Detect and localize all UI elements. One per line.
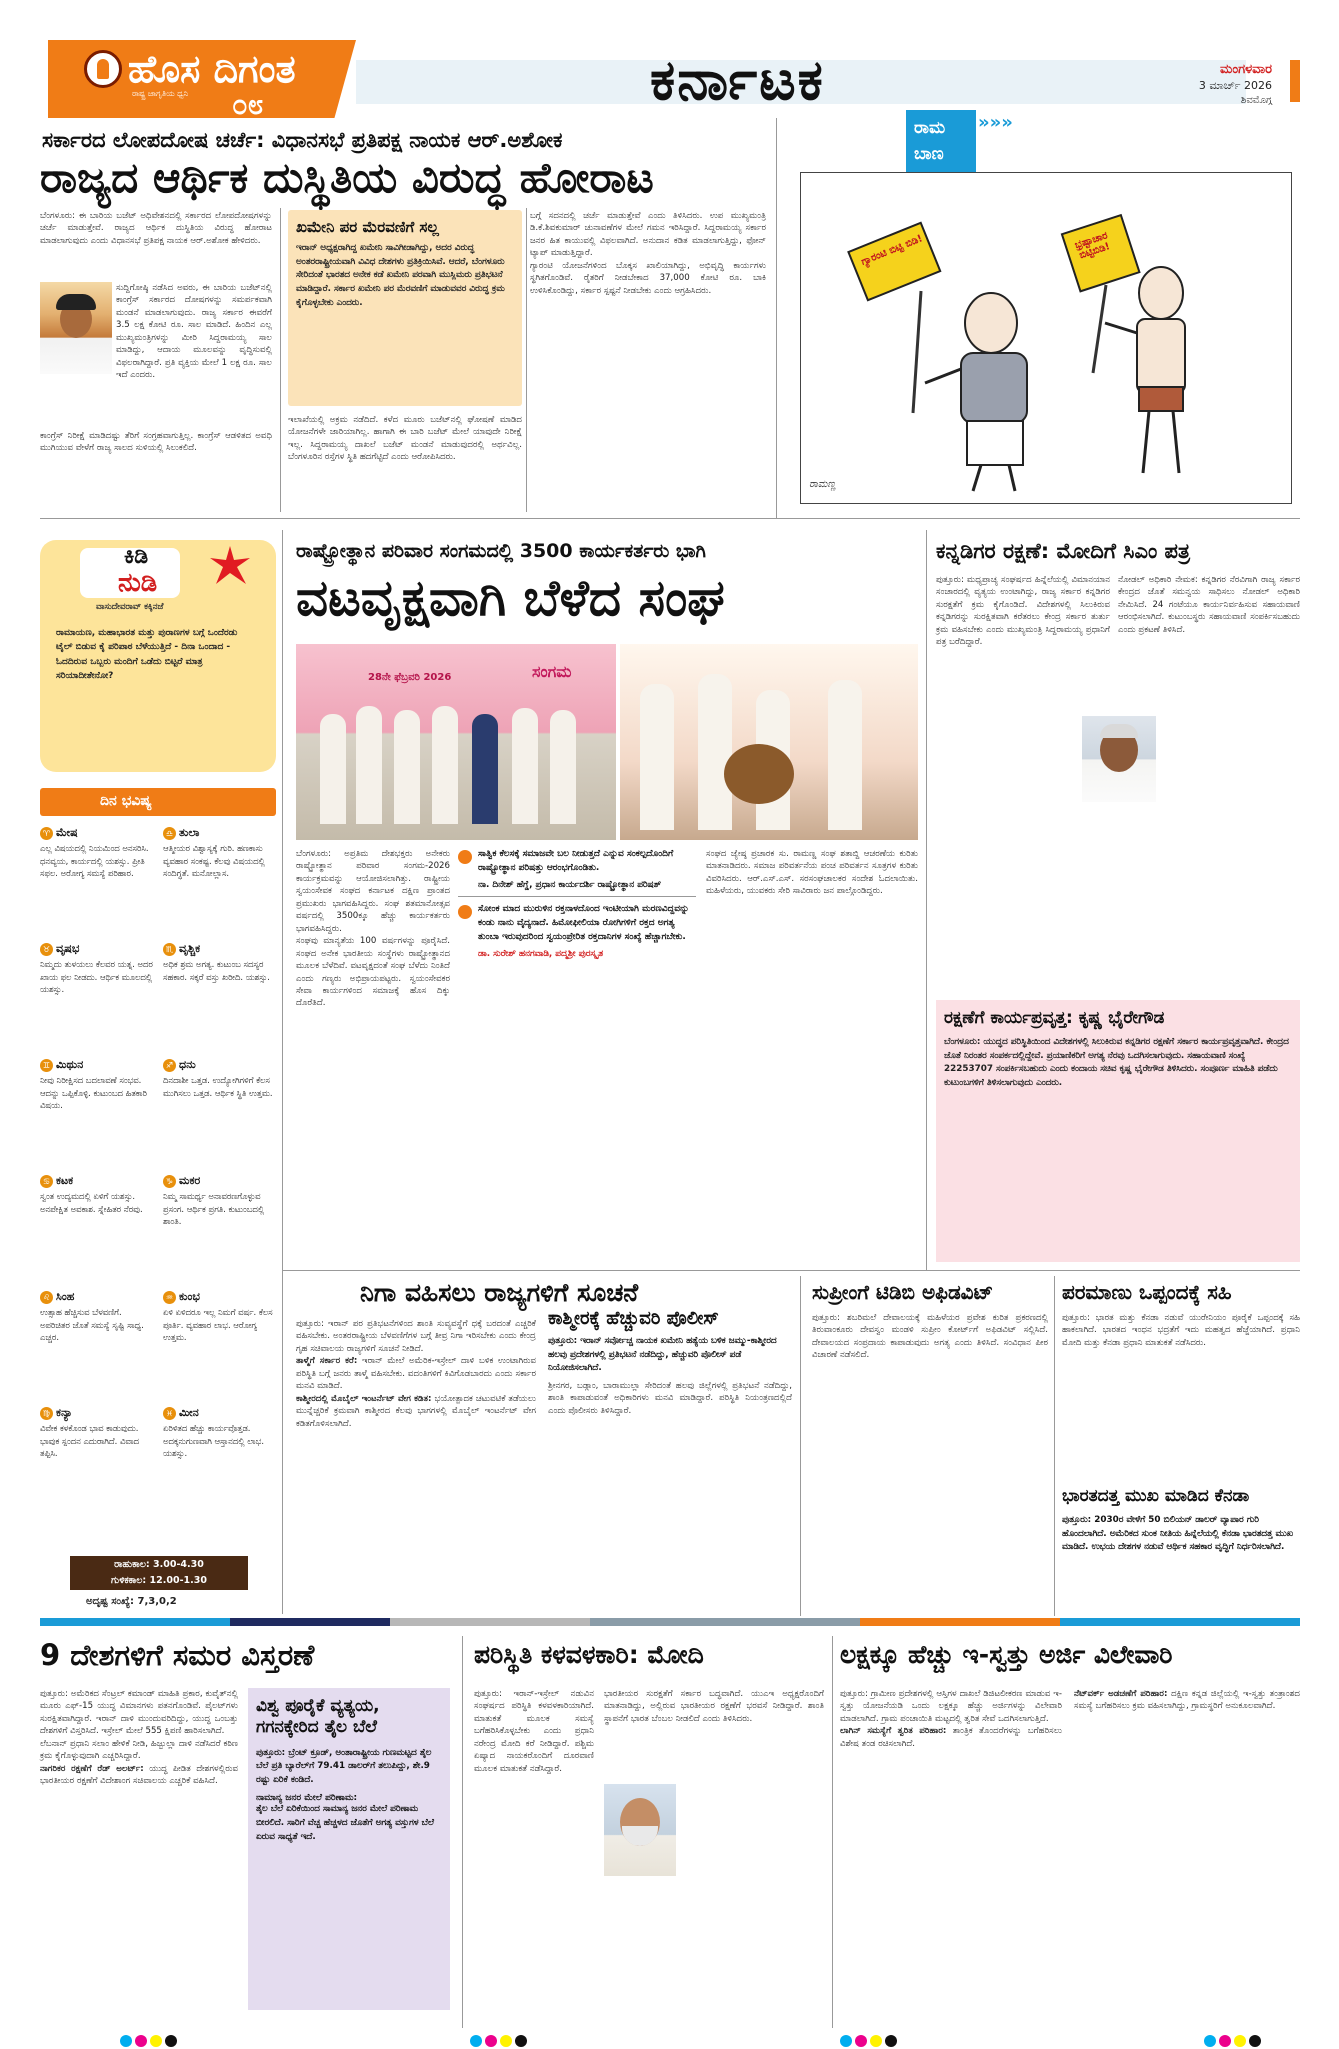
- lead-col3: [288, 414, 522, 464]
- kidi-title-b: ನುಡಿ: [118, 568, 158, 598]
- rss-col4: [706, 848, 918, 898]
- horoscope-title: ದಿನ ಭವಿಷ್ಯ: [100, 793, 152, 809]
- rahukala-text: ರಾಹುಕಾಲ: 3.00-4.30: [114, 1559, 204, 1570]
- rss-col1-b: ಸಂಘವು ಮಾನ್ಯತೆಯ 100 ವರ್ಷಗಳನ್ನು ಪೂರೈಸಿದೆ. ಸಂಘದ ಅನೇಕ ಭಾರತೀಯ ಸಂಸ್ಥೆಗಳು ರಾಷ್ಟ್ರೋತ್ಥಾನದ ಮೂಲಕ ಬೆಳೆದಿವೆ. ವಟವೃಕ್ಷದಂತೆ ಸಂಘ ಬೆಳೆದು ನಿಂತಿದೆ ಎಂದು ಗಣ್ಯರು ಅಭಿಪ್ರಾಯಪಟ್ಟರು. ಸ್ವಯಂಸೇವಕರ ಸೇವಾ ಕಾರ್ಯಗಳಿಂದ ಸಮಾಜಕ್ಕೆ ಹೊಸ ದಿಕ್ಕು ದೊರೆತಿದೆ.: [296, 936, 450, 1009]
- section-title: ಕರ್ನಾಟಕ: [650, 48, 825, 113]
- horoscope-sign: [40, 1058, 153, 1170]
- kidi-author: ವಾಸುದೇವರಾವ್ ಕಕ್ಕಿನಜೆ: [96, 602, 164, 612]
- horoscope-sign: [40, 826, 153, 938]
- estamp-text-a: ಪುತ್ತೂರು: ಗ್ರಾಮೀಣ ಪ್ರದೇಶಗಳಲ್ಲಿ ಆಸ್ತಿಗಳ ದಾಖಲೆ ಡಿಜಿಟಲೀಕರಣ ಮಾಡುವ ಇ-ಸ್ವತ್ತು ಯೋಜನೆಯಡಿ ಒಂದು ಲಕ್ಷಕ್ಕೂ ಹೆಚ್ಚು ಅರ್ಜಿಗಳನ್ನು ವಿಲೇವಾರಿ ಮಾಡಲಾಗಿದೆ. ಗ್ರಾಮ ಪಂಚಾಯಿತಿ ಮಟ್ಟದಲ್ಲಿ ತ್ವರಿತ ಸೇವೆ ಒದಗಿಸಲಾಗುತ್ತಿದೆ.: [840, 1689, 1062, 1724]
- war-text-a: ಪುತ್ತೂರು: ಅಮೆರಿಕದ ಸೆಂಟ್ರಲ್ ಕಮಾಂಡ್ ಮಾಹಿತಿ ಪ್ರಕಾರ, ಕುವೈತ್‌ನಲ್ಲಿ ಮೂರು ಎಫ್-15 ಯುದ್ಧ ವಿಮಾನಗಳು ಪತನಗೊಂಡಿವೆ. ಪೈಲಟ್‌ಗಳು ಸುರಕ್ಷಿತವಾಗಿದ್ದಾರೆ. ಇರಾನ್ ದಾಳಿ ಮುಂದುವರಿದಿದ್ದು, ಯುದ್ಧ ಒಂಬತ್ತು ದೇಶಗಳಿಗೆ ವಿಸ್ತರಿಸಿದೆ. ಇಸ್ರೇಲ್ ಮೇಲೆ 555 ಕ್ಷಿಪಣಿ ಹಾರಿಸಲಾಗಿದೆ.: [40, 1689, 238, 1737]
- oil-box: [248, 1688, 450, 2010]
- rss-col1: [296, 848, 450, 1010]
- spark-icon: [210, 546, 250, 586]
- horoscope-sign-text: ವಿವೇಕ ಕಳಕೊಂಡ ಭಾವ ಕಾಡುವುದು. ಭಾವುಕ ಸ್ಪಂದನ ಎದುರಾಗಿದೆ. ವಿವಾದ ತಪ್ಪಿಸಿ.: [40, 1423, 140, 1459]
- horoscope-title-bar: [40, 788, 276, 816]
- horoscope-sign-text: ಸ್ವಂತ ಉದ್ಯಮದಲ್ಲಿ ಏಳಿಗೆ ಯಶಸ್ಸು. ಅನಪೇಕ್ಷಿತ ಅವಕಾಶ. ಸ್ನೇಹಿತರ ನೆರವು.: [40, 1191, 143, 1214]
- zodiac-icon: ♈: [40, 827, 53, 840]
- estamp-col1: [840, 1688, 1062, 1750]
- horoscope-sign: [163, 942, 276, 1054]
- horoscope-sign: [163, 1290, 276, 1402]
- kidi-nudi-box: [40, 540, 276, 772]
- supreme-text: ಪುತ್ತೂರು: ಶಬರಿಮಲೆ ದೇವಾಲಯಕ್ಕೆ ಮಹಿಳೆಯರ ಪ್ರವೇಶ ಕುರಿತ ಪ್ರಕರಣದಲ್ಲಿ ತಿರುವಾಂಕೂರು ದೇವಸ್ವಂ ಮಂಡಳಿ ಸುಪ್ರೀಂ ಕೋರ್ಟ್‌ಗೆ ಅಫಿಡವಿಟ್ ಸಲ್ಲಿಸಿದೆ. ದೇವಾಲಯದ ಸಂಪ್ರದಾಯ ಕಾಪಾಡುವುದು ಅಗತ್ಯ ಎಂದು ತಿಳಿಸಿದೆ. ಸಂವಿಧಾನ ಪೀಠ ವಿಚಾರಣೆ ನಡೆಸಲಿದೆ.: [812, 1313, 1048, 1361]
- cartoonist-signature: ರಾಮಣ್ಣ: [809, 479, 836, 490]
- rss-quotes: [458, 848, 696, 959]
- cartoon-sign2-text: ಭ್ರಷ್ಟಾಚಾರ ಬಿಟ್ಟಿಬಿಡಿ!: [1073, 230, 1112, 262]
- niga-headline: ನಿಗಾ ವಹಿಸಲು ರಾಜ್ಯಗಳಿಗೆ ಸೂಚನೆ: [360, 1278, 639, 1307]
- zodiac-icon: ♏: [163, 943, 176, 956]
- horoscope-sign-text: ನಿಮ್ಮದು ತುಳಯಲು ಕೆಲವರ ಯತ್ನ. ಅದರ ಖಾಯ ಫಲ ನೀಡದು. ಆರ್ಥಿಕ ಮೂಲದಲ್ಲಿ ಯಶಸ್ಸು.: [40, 959, 153, 995]
- lead-col1-bottom: [40, 430, 272, 455]
- rss-kicker: ರಾಷ್ಟ್ರೋತ್ಥಾನ ಪರಿವಾರ ಸಂಗಮದಲ್ಲಿ 3500 ಕಾರ್ಯಕರ್ತರು ಭಾಗಿ: [296, 540, 706, 562]
- lead-kicker: ಸರ್ಕಾರದ ಲೋಪದೋಷ ಚರ್ಚೆ: ವಿಧಾನಸಭೆ ಪ್ರತಿಪಕ್ಷ ನಾಯಕ ಆರ್.ಅಶೋಕ: [42, 128, 563, 152]
- zodiac-icon: ♋: [40, 1175, 53, 1188]
- gulika-text: ಗುಳಿಕಕಾಲ: 12.00-1.30: [111, 1575, 207, 1586]
- niga-text-b: ಇರಾನ್ ಮೇಲೆ ಅಮೆರಿಕ-ಇಸ್ರೇಲ್ ದಾಳಿ ಬಳಿಕ ಉಂಟಾಗಿರುವ ಪರಿಸ್ಥಿತಿ ಬಗ್ಗೆ ಜನರು ತಾಳ್ಮೆ ವಹಿಸಬೇಕು. ವದಂತಿಗಳಿಗೆ ಕಿವಿಗೊಡಬಾರದು ಎಂದು ಸರ್ಕಾರ ಮನವಿ ಮಾಡಿದೆ.: [296, 1356, 536, 1392]
- horoscope-sign-name: ಮೀನ: [179, 1406, 199, 1419]
- cm-col2-top: [1118, 574, 1300, 636]
- modi-text-b: ಭಾರತೀಯರ ಸುರಕ್ಷತೆಗೆ ಸರ್ಕಾರ ಬದ್ಧವಾಗಿದೆ. ಯುಎಇ ಅಧ್ಯಕ್ಷರೊಂದಿಗೆ ಮಾತನಾಡಿದ್ದು, ಅಲ್ಲಿರುವ ಭಾರತೀಯರ ರಕ್ಷಣೆಗೆ ಭರವಸೆ ನೀಡಿದ್ದಾರೆ. ಶಾಂತಿ ಸ್ಥಾಪನೆಗೆ ಭಾರತ ಬೆಂಬಲ ನೀಡಲಿದೆ ಎಂದು ತಿಳಿಸಿದರು.: [604, 1689, 824, 1724]
- cartoon-sign1-text: ಗ್ಯಾರಂಟಿ ಬಿಟ್ಟಿ ಬಿಡಿ!: [859, 233, 925, 268]
- horoscope-sign-name: ಮೇಷ: [56, 826, 78, 839]
- horoscope-sign: [163, 1058, 276, 1170]
- horoscope-sign-text: ಅಧಿಕ ಶ್ರಮ ಅಗತ್ಯ. ಕುಟುಂಬ ಸದಸ್ಯರ ಸಹಕಾರ. ಸಕ್ಕರೆ ವಸ್ತು ಖರೀದಿ. ಯಶಸ್ಸು.: [163, 959, 270, 982]
- horoscope-sign: [40, 1290, 153, 1402]
- horoscope-grid: [40, 826, 276, 1518]
- estamp-text-c: ದಕ್ಷಿಣ ಕನ್ನಡ ಜಿಲ್ಲೆಯಲ್ಲಿ ಇ-ಸ್ವತ್ತು ತಂತ್ರಾಂಶದ ಸಮಸ್ಯೆ ಬಗೆಹರಿಸಲು ಕ್ರಮ ವಹಿಸಲಾಗಿದ್ದು, ಗ್ರಾಮಸ್ಥರಿಗೆ ಅನುಕೂಲವಾಗಿದೆ.: [1074, 1689, 1300, 1712]
- cm-headline: ಕನ್ನಡಿಗರ ರಕ್ಷಣೆ: ಮೋದಿಗೆ ಸಿಎಂ ಪತ್ರ: [936, 539, 1191, 563]
- niga-col1: [296, 1318, 536, 1430]
- cm-text-a: ಪುತ್ತೂರು: ಮಧ್ಯಪ್ರಾಚ್ಯ ಸಂಘರ್ಷದ ಹಿನ್ನೆಲೆಯಲ್ಲಿ ವಿಮಾನಯಾನ ಸಂಚಾರದಲ್ಲಿ ವ್ಯತ್ಯಯ ಉಂಟಾಗಿದ್ದು, ರಾಜ್ಯ ಸರ್ಕಾರ ಕನ್ನಡಿಗರ ಸುರಕ್ಷತೆಗೆ ಕ್ರಮ ಕೈಗೊಂಡಿದೆ. ವಿದೇಶಗಳಲ್ಲಿ ಸಿಲುಕಿರುವ ಕನ್ನಡಿಗರನ್ನು ಸುರಕ್ಷಿತವಾಗಿ ಕರೆತರಲು ಕೇಂದ್ರ ಸರ್ಕಾರ ತುರ್ತು ಕ್ರಮ ವಹಿಸಬೇಕು ಎಂದು ಮುಖ್ಯಮಂತ್ರಿ ಸಿದ್ದರಾಮಯ್ಯ ಪ್ರಧಾನಿಗೆ ಪತ್ರ ಬರೆದಿದ್ದಾರೆ.: [936, 575, 1110, 648]
- lead-col3-a: ಇಲಾಖೆಯಲ್ಲಿ ಅಕ್ರಮ ನಡೆದಿದೆ. ಕಳೆದ ಮೂರು ಬಜೆಟ್‌ನಲ್ಲಿ ಘೋಷಣೆ ಮಾಡಿದ ಯೋಜನೆಗಳೇ ಜಾರಿಯಾಗಿಲ್ಲ. ಹಾಗಾಗಿ ಈ ಬಾರಿ ಬಜೆಟ್ ಮೇಲೆ ಯಾವುದೇ ನಿರೀಕ್ಷೆ ಇಲ್ಲ. ಸಿದ್ದರಾಮಯ್ಯ ದಾಖಲೆ ಬಜೆಟ್ ಮಂಡನೆ ಮಾಡುವುದರಲ್ಲಿ ಅರ್ಥವಿಲ್ಲ. ಬೆಂಗಳೂರಿನ ರಸ್ತೆಗಳ ಸ್ಥಿತಿ ಹದಗೆಟ್ಟಿದೆ ಎಂದು ಆರೋಪಿಸಿದರು.: [288, 415, 522, 463]
- zodiac-icon: ♎: [163, 827, 176, 840]
- quote2-bullet-icon: [458, 905, 472, 919]
- rss-quote2-by: ಡಾ. ಸುರೇಶ್ ಹನಗವಾಡಿ, ಪದ್ಮಶ್ರೀ ಪುರಸ್ಕೃತ: [478, 948, 604, 959]
- lead-col4-b: ಗ್ಯಾರಂಟಿ ಯೋಜನೆಗಳಿಂದ ಬೊಕ್ಕಸ ಖಾಲಿಯಾಗಿದ್ದು, ಅಭಿವೃದ್ಧಿ ಕಾರ್ಯಗಳು ಸ್ಥಗಿತಗೊಂಡಿವೆ. ರೈತರಿಗೆ ನೀಡಬೇಕಾದ 37,000 ಕೋಟಿ ರೂ. ಬಾಕಿ ಉಳಿಸಿಕೊಂಡಿದ್ದು, ಸರ್ಕಾರ ಸ್ಪಷ್ಟನೆ ನೀಡಬೇಕು ಎಂದು ಆಗ್ರಹಿಸಿದರು.: [530, 260, 766, 296]
- edition-name: ಶಿವಮೊಗ್ಗ: [1240, 95, 1272, 106]
- zodiac-icon: ♓: [163, 1407, 176, 1420]
- rss-banner-word: ಸಂಗಮ: [532, 662, 572, 681]
- estamp-text-b: ತಾಂತ್ರಿಕ ತೊಂದರೆಗಳನ್ನು ಬಗೆಹರಿಸಲು ವಿಶೇಷ ತಂಡ ರಚಿಸಲಾಗಿದೆ.: [840, 1726, 1062, 1749]
- rahukala-box: [70, 1556, 248, 1590]
- registration-marks-right2: [1204, 2032, 1264, 2049]
- date-box: [1148, 62, 1272, 106]
- bottom-color-band: [40, 1618, 1300, 1626]
- byregowda-text: ಬೆಂಗಳೂರು: ಯುದ್ಧದ ಪರಿಸ್ಥಿತಿಯಿಂದ ವಿದೇಶಗಳಲ್ಲಿ ಸಿಲುಕಿರುವ ಕನ್ನಡಿಗರ ರಕ್ಷಣೆಗೆ ಸರ್ಕಾರ ಕಾರ್ಯಪ್ರವೃತ್ತವಾಗಿದೆ. ಕೇಂದ್ರದ ಜೊತೆ ನಿರಂತರ ಸಂಪರ್ಕದಲ್ಲಿದ್ದೇವೆ. ಪ್ರಯಾಣಿಕರಿಗೆ ಅಗತ್ಯ ನೆರವು ಒದಗಿಸಲಾಗುವುದು. ಸಹಾಯವಾಣಿ ಸಂಖ್ಯೆ 22253707 ಸಂಪರ್ಕಿಸಬಹುದು ಎಂದು ಕಂದಾಯ ಸಚಿವ ಕೃಷ್ಣ ಭೈರೇಗೌಡ ತಿಳಿಸಿದರು. ಸಂಪೂರ್ಣ ಮಾಹಿತಿ ಪಡೆದು ಕುಟುಂಬಗಳಿಗೆ ತಿಳಿಸಲಾಗುವುದು ಎಂದರು.: [944, 1037, 1289, 1088]
- cartoon-frame: [800, 172, 1292, 504]
- kidi-text: ರಾಮಾಯಣ, ಮಹಾಭಾರತ ಮತ್ತು ಪುರಾಣಗಳ ಬಗ್ಗೆ ಒಂದೆರಡು ಟೈಲ್ ಬಿಡುವ ಕೈ ಪರಿಪಾಠ ಬೆಳೆಯುತ್ತಿದೆ - ದಿನಾ ಒಂದಾದ - ಓದದಿರುವ ಒಬ್ಬರು ಮಂದಿಗೆ ಒಡೆದು ಬಿಟ್ಟರೆ ಮಾತ್ರ ಸರಿಯಾದೀತೇನೋ?: [56, 628, 238, 682]
- rss-quote1: [458, 848, 696, 890]
- kashmir-headline: ಕಾಶ್ಮೀರಕ್ಕೆ ಹೆಚ್ಚುವರಿ ಪೊಲೀಸ್: [548, 1308, 719, 1329]
- oil-sub: ನಾಮಾನ್ಯ ಜನರ ಮೇಲೆ ಪರಿಣಾಮ:: [256, 1793, 358, 1804]
- horoscope-sign-text: ನೀವು ನಿರೀಕ್ಷಿಸದ ಬದಲಾವಣೆ ಸಂಭವ. ಆದನ್ನು ಒಪ್ಪಿಕೊಳ್ಳಿ. ಕುಟುಂಬದ ಹಿತಕಾರಿ ವಿಷಯ.: [40, 1075, 147, 1111]
- rss-quote2: [458, 903, 696, 959]
- cm-col1: [936, 574, 1110, 649]
- horoscope-sign-name: ತುಲಾ: [179, 826, 200, 839]
- rss-col4-text: ಸಂಘದ ಜ್ಯೇಷ್ಠ ಪ್ರಚಾರಕ ಸು. ರಾಮಣ್ಣ ಸಂಘ ಶತಾಬ್ದಿ ಆಚರಣೆಯ ಕುರಿತು ಮಾತನಾಡಿದರು. ಸಮಾಜ ಪರಿವರ್ತನೆಯ ಪಂಚ ಪರಿವರ್ತನ ಸೂತ್ರಗಳ ಕುರಿತು ವಿವರಿಸಿದರು. ಆರ್.ಎಸ್.ಎಸ್. ಸರಸಂಘಚಾಲಕರ ಸಂದೇಶ ಓದಲಾಯಿತು. ಮಹಿಳೆಯರು, ಯುವಕರು ಸೇರಿ ಸಾವಿರಾರು ಜನ ಪಾಲ್ಗೊಂಡಿದ್ದರು.: [706, 849, 918, 897]
- logo-text: ಹೊಸ ದಿಗಂತ: [128, 46, 296, 91]
- lead-col1: [40, 210, 272, 247]
- canada-text: ಪುತ್ತೂರು: 2030ರ ವೇಳೆಗೆ 50 ಬಿಲಿಯನ್ ಡಾಲರ್ ವ್ಯಾಪಾರ ಗುರಿ ಹೊಂದಲಾಗಿದೆ. ಅಮೆರಿಕದ ಸುಂಕ ನೀತಿಯ ಹಿನ್ನೆಲೆಯಲ್ಲಿ ಕೆನಡಾ ಭಾರತದತ್ತ ಮುಖ ಮಾಡಿದೆ. ಉಭಯ ದೇಶಗಳ ನಡುವೆ ಆರ್ಥಿಕ ಸಹಕಾರ ವೃದ್ಧಿಗೆ ನಿರ್ಧರಿಸಲಾಗಿದೆ.: [1062, 1515, 1294, 1553]
- supreme-headline: ಸುಪ್ರೀಂಗೆ ಟಿಡಿಬಿ ಅಫಿಡವಿಟ್: [812, 1280, 994, 1304]
- horoscope-sign-text: ನಿಮ್ಮ ಸಾಮರ್ಥ್ಯ ಅನಾವರಣಗೊಳ್ಳುವ ಪ್ರಸಂಗ. ಆರ್ಥಿಕ ಪ್ರಗತಿ. ಕುಟುಂಬದಲ್ಲಿ ಶಾಂತಿ.: [163, 1191, 265, 1227]
- lead-col1-c: ಕಾಂಗ್ರೆಸ್ ನಿರೀಕ್ಷೆ ಮಾಡಿದಷ್ಟು ತೆರಿಗೆ ಸಂಗ್ರಹವಾಗುತ್ತಿಲ್ಲ. ಕಾಂಗ್ರೆಸ್ ಆಡಳಿತದ ಅವಧಿ ಮುಗಿಯುವ ವೇಳೆಗೆ ರಾಜ್ಯ ಸಾಲದ ಸುಳಿಯಲ್ಲಿ ಸಿಲುಕಲಿದೆ.: [40, 431, 272, 454]
- modi-photo: [604, 1784, 676, 1876]
- kashmir-text: ಶ್ರೀನಗರ, ಬಡ್ಗಾಂ, ಬಾರಾಮುಲ್ಲಾ ಸೇರಿದಂತೆ ಹಲವು ಜಿಲ್ಲೆಗಳಲ್ಲಿ ಪ್ರತಿಭಟನೆ ನಡೆದಿದ್ದು, ಶಾಂತಿ ಕಾಪಾಡುವಂತೆ ಅಧಿಕಾರಿಗಳು ಮನವಿ ಮಾಡಿದ್ದಾರೆ. ಪರಿಸ್ಥಿತಿ ನಿಯಂತ್ರಣದಲ್ಲಿದೆ ಎಂದು ಪೊಲೀಸರು ತಿಳಿಸಿದ್ದಾರೆ.: [548, 1380, 792, 1416]
- registration-marks-center: [470, 2032, 530, 2049]
- date-day: ಮಂಗಳವಾರ: [1219, 62, 1272, 77]
- cartoon-drawing: [801, 173, 1291, 503]
- horoscope-sign-text: ಏಳಿ ಏಳಿದರೂ ಇಲ್ಲ ನಿಮಗೆ ವರ್ಷ. ಕೆಲಸ ಪೂರ್ತಿ. ವ್ಯವಹಾರ ಲಾಭ. ಆರೋಗ್ಯ ಉತ್ತಮ.: [163, 1307, 273, 1343]
- byregowda-box: [936, 1000, 1300, 1262]
- horoscope-sign-text: ದಿನದಾಶೀ ಒತ್ತಡ. ಉದ್ಯೋಗಿಗಳಿಗೆ ಕೆಲಸ ಮುಗಿಸಲು ಒತ್ತಡ. ಆರ್ಥಿಕ ಸ್ಥಿತಿ ಉತ್ತಮ.: [163, 1075, 273, 1098]
- nuclear-headline: ಪರಮಾಣು ಒಪ್ಪಂದಕ್ಕೆ ಸಹಿ: [1062, 1280, 1232, 1304]
- rss-headline: ವಟವೃಕ್ಷವಾಗಿ ಬೆಳೆದ ಸಂಘ: [296, 569, 725, 627]
- khamenei-box-text: ಇರಾನ್ ಅಧ್ಯಕ್ಷರಾಗಿದ್ದ ಖಮೇನಿ ಸಾವಿಗೀಡಾಗಿದ್ದು, ಅದರ ವಿರುದ್ಧ ಅಂತರರಾಷ್ಟ್ರೀಯವಾಗಿ ವಿವಿಧ ದೇಶಗಳು ಪ್ರತಿಕ್ರಿಯಿಸಿವೆ. ಆದರೆ, ಬೆಂಗಳೂರು ಸೇರಿದಂತೆ ಭಾರತದ ಅನೇಕ ಕಡೆ ಖಮೇನಿ ಪರವಾಗಿ ಮುಸ್ಲಿಮರು ಪ್ರತಿಭಟನೆ ಮಾಡಿದ್ದಾರೆ. ಸರ್ಕಾರ ಖಮೇನಿ ಪರ ಮೆರವಣಿಗೆ ಮಾಡುವವರ ವಿರುದ್ಧ ಕ್ರಮ ಕೈಗೊಳ್ಳಬೇಕು ಎಂದರು.: [296, 243, 505, 308]
- niga-text-c: ಭಯೋತ್ಪಾದಕ ಚಟುವಟಿಕೆ ತಡೆಯಲು ಮುನ್ನೆಚ್ಚರಿಕೆ ಕ್ರಮವಾಗಿ ಕಾಶ್ಮೀರದ ಕೆಲವು ಭಾಗಗಳಲ್ಲಿ ಮೊಬೈಲ್ ಇಂಟರ್ನೆಟ್ ವೇಗ ಕಡಿತಗೊಳಿಸಲಾಗಿದೆ.: [296, 1393, 537, 1429]
- oil-headline: ವಿಶ್ವ ಪೂರೈಕೆ ವ್ಯತ್ಯಯ, ಗಗನಕ್ಕೇರಿದ ತೈಲ ಬೆಲೆ: [256, 1696, 380, 1738]
- cartoon-panel: [792, 110, 1298, 514]
- page-number: ೦೮: [232, 88, 264, 121]
- rss-quote1-by: ನಾ. ದಿನೇಶ್ ಹೆಗ್ಡೆ, ಪ್ರಧಾನ ಕಾರ್ಯದರ್ಶಿ ರಾಷ್ಟ್ರೋತ್ಥಾನ ಪರಿಷತ್: [478, 879, 662, 890]
- horoscope-sign: [40, 1406, 153, 1518]
- masthead: [0, 0, 1339, 121]
- horoscope-sign: [163, 826, 276, 938]
- khamenei-box-title: ಖಮೇನಿ ಪರ ಮೆರವಣಿಗೆ ಸಲ್ಲ: [296, 218, 439, 236]
- kidi-title-a: ಕಿಡಿ: [124, 544, 149, 569]
- lead-col1-b: ಸುದ್ದಿಗೋಷ್ಠಿ ನಡೆಸಿದ ಅವರು, ಈ ಬಾರಿಯ ಬಜೆಟ್‌ನಲ್ಲಿ ಕಾಂಗ್ರೆಸ್ ಸರ್ಕಾರದ ದೋಷಗಳನ್ನು ಸಮರ್ಪಕವಾಗಿ ಮಂಡನೆ ಮಾಡಲಾಗುವುದು. ರಾಜ್ಯ ಸರ್ಕಾರ ಈವರೆಗೆ 3.5 ಲಕ್ಷ ಕೋಟಿ ರೂ. ಸಾಲ ಮಾಡಿದೆ. ಹಿಂದಿನ ಎಲ್ಲ ಮುಖ್ಯಮಂತ್ರಿಗಳನ್ನು ಮೀರಿ ಸಿದ್ದರಾಮಯ್ಯ ಸಾಲ ಮಾಡಿದ್ದು, ಆದಾಯ ಮೂಲವನ್ನು ವೃದ್ಧಿಸುವಲ್ಲಿ ವಿಫಲರಾಗಿದ್ದಾರೆ. ಪ್ರತಿ ವ್ಯಕ್ತಿಯ ಮೇಲೆ 1 ಲಕ್ಷ ರೂ. ಸಾಲ ಇದೆ ಎಂದರು.: [116, 283, 272, 381]
- lead-col4: [530, 210, 766, 297]
- estamp-col2: [1074, 1688, 1300, 1713]
- lead-headline: ರಾಜ್ಯದ ಆರ್ಥಿಕ ದುಸ್ಥಿತಿಯ ವಿರುದ್ಧ ಹೋರಾಟ: [40, 153, 654, 202]
- niga-sub1: ತಾಳ್ಮೆಗೆ ಸರ್ಕಾರ ಕರೆ:: [296, 1356, 358, 1367]
- zodiac-icon: ♍: [40, 1407, 53, 1420]
- khamenei-box: [288, 210, 522, 406]
- masthead-orange-strip: [1290, 60, 1300, 102]
- horoscope-sign: [163, 1406, 276, 1518]
- horoscope-sign-name: ಮಕರ: [179, 1174, 201, 1187]
- zodiac-icon: ♐: [163, 1059, 176, 1072]
- modi-col2: [604, 1688, 824, 1725]
- rss-photo-podium: [620, 644, 918, 840]
- horoscope-sign: [40, 942, 153, 1054]
- date-full: 3 ಮಾರ್ಚ್ 2026: [1198, 79, 1272, 92]
- niga-sub2: ಕಾಶ್ಮೀರದಲ್ಲಿ ಮೊಬೈಲ್ ಇಂಟರ್ನೆಟ್ ವೇಗ ಕಡಿತ:: [296, 1393, 432, 1404]
- oil-text-a: ಪುತ್ತೂರು: ಬ್ರೆಂಟ್ ಕ್ರೂಡ್, ಅಂತಾರಾಷ್ಟ್ರೀಯ ಗುಣಮಟ್ಟದ ತೈಲ ಬೆಲೆ ಪ್ರತಿ ಬ್ಯಾರೆಲ್‌ಗೆ 79.41 ಡಾಲರ್‌ಗೆ ತಲುಪಿದ್ದು, ಶೇ.9 ರಷ್ಟು ಏರಿಕೆ ಕಂಡಿದೆ.: [256, 1747, 432, 1785]
- logo-emblem-icon: [84, 50, 122, 88]
- horoscope-sign-name: ಸಿಂಹ: [56, 1290, 75, 1303]
- horoscope-sign-text: ಎಲ್ಲ ವಿಷಯದಲ್ಲಿ ನಿಯಮಿಂದ ಅನಸರಿಸಿ. ಧನವ್ಯಯ, ಕಾರ್ಯದಲ್ಲಿ ಯಶಸ್ಸು. ಪ್ರೀತಿ ಸಫಲ. ಅರೋಗ್ಯ ಸಮಸ್ಯೆ ಪರಿಹಾರ.: [40, 843, 149, 879]
- nuclear-text: ಪುತ್ತೂರು: ಭಾರತ ಮತ್ತು ಕೆನಡಾ ನಡುವೆ ಯುರೇನಿಯಂ ಪೂರೈಕೆ ಒಪ್ಪಂದಕ್ಕೆ ಸಹಿ ಹಾಕಲಾಗಿದೆ. ಭಾರತದ ಇಂಧನ ಭದ್ರತೆಗೆ ಇದು ಮಹತ್ವದ ಹೆಜ್ಜೆಯಾಗಿದೆ. ಪ್ರಧಾನಿ ಮೋದಿ ಮತ್ತು ಕೆನಡಾ ಪ್ರಧಾನಿ ಮಾತುಕತೆ ನಡೆಸಿದರು.: [1062, 1313, 1300, 1348]
- rama-bana-line1: ರಾಮ: [914, 118, 946, 138]
- war-text-b: ಲೆಬನಾನ್ ಪ್ರಧಾನಿ ಸಲಾಂ ಹೇಳಿಕೆ ನೀಡಿ, ಹಿಜ್ಬುಲ್ಲಾ ದಾಳಿ ನಡೆಸಿದರೆ ಕಠಿಣ ಕ್ರಮ ಕೈಗೊಳ್ಳುವುದಾಗಿ ಎಚ್ಚರಿಸಿದ್ದಾರೆ.: [40, 1738, 238, 1762]
- zodiac-icon: ♒: [163, 1291, 176, 1304]
- horoscope-sign-name: ವೃಶ್ಚಿಕ: [179, 942, 201, 955]
- rama-bana-arrows-icon: »»»: [978, 112, 1013, 133]
- rss-banner-date: 28ನೇ ಫೆಬ್ರವರಿ 2026: [368, 672, 452, 683]
- war-col1: [40, 1688, 238, 1788]
- zodiac-icon: ♉: [40, 943, 53, 956]
- rama-bana-logo: [906, 110, 976, 172]
- horoscope-sign: [40, 1174, 153, 1286]
- rama-bana-line2: ಬಾಣ: [914, 144, 944, 164]
- rss-photo-stage: [296, 644, 616, 840]
- estamp-headline: ಲಕ್ಷಕ್ಕೂ ಹೆಚ್ಚು ಇ-ಸ್ವತ್ತು ಅರ್ಜಿ ವಿಲೇವಾರಿ: [840, 1640, 1173, 1669]
- lead-col1-rest: [116, 282, 272, 382]
- lucky-numbers: ಅದೃಷ್ಟ ಸಂಖ್ಯೆ: 7,3,0,2: [86, 1596, 177, 1607]
- ashok-photo: [40, 282, 112, 374]
- siddaramaiah-photo: [1082, 716, 1156, 802]
- registration-marks-right1: [840, 2032, 900, 2049]
- zodiac-icon: ♌: [40, 1291, 53, 1304]
- registration-marks-left: [120, 2032, 180, 2049]
- rss-quote2-text: ಸೋಂಕ ಮಾದ ಮುರುಳಿನ ರಕ್ತನಾಳದೊಂದ ಇಂಟೀಯಾಗಿ ಮರಣವಿದ್ದವನ್ನು ಕಂಡು ನಾನು ವೈದ್ಯನಾದೆ. ಹಿಮೋಫೀಲಿಯಾ ರೋಗಿಗಳಿಗೆ ರಕ್ತದ ಅಗತ್ಯ ತುಂಬಾ ಇರುವುದರಿಂದ ಸ್ವಯಂಪ್ರೇರಿತ ರಕ್ತದಾನಿಗಳ ಸಂಖ್ಯೆ ಹೆಚ್ಚಾಗಬೇಕು.: [478, 903, 690, 942]
- modi-headline: ಪರಿಸ್ಥಿತಿ ಕಳವಳಕಾರಿ: ಮೋದಿ: [474, 1640, 704, 1669]
- horoscope-sign-name: ಧನು: [179, 1058, 196, 1071]
- war-sub: ನಾಗರಿಕರ ರಕ್ಷಣೆಗೆ ರೆಡ್ ಅಲರ್ಟ್:: [40, 1763, 144, 1774]
- quote1-bullet-icon: [458, 850, 472, 864]
- logo-subtitle: ರಾಷ್ಟ್ರ ಜಾಗೃತಿಯ ಧ್ವನಿ: [132, 89, 189, 98]
- kashmir-lead: ಪುತ್ತೂರು: ಇರಾನ್ ಸರ್ವೋಚ್ಚ ನಾಯಕ ಖಮೇನಿ ಹತ್ಯೆಯ ಬಳಿಕ ಜಮ್ಮು-ಕಾಶ್ಮೀರದ ಹಲವು ಪ್ರದೇಶಗಳಲ್ಲಿ ಪ್ರತಿಭಟನೆ ನಡೆದಿದ್ದು, ಹೆಚ್ಚುವರಿ ಪೊಲೀಸ್ ಪಡೆ ನಿಯೋಜಿಸಲಾಗಿದೆ.: [548, 1336, 777, 1374]
- rss-quote1-text: ಸಾತ್ವಿಕ ಕೆಲಸಕ್ಕೆ ಸಮಾಜವೇ ಬಲ ನೀಡುತ್ತದೆ ಎನ್ನುವ ಸಂಕಲ್ಪದೊಂದಿಗೆ ರಾಷ್ಟ್ರೋತ್ಥಾನ ಪರಿಷತ್ತು ಆರಂಭಗೊಂಡಿತು.: [478, 849, 674, 873]
- rss-col1-a: ಬೆಂಗಳೂರು: ಅಪ್ರತಿಮ ದೇಶಭಕ್ತರು ಅನೇಕರು ರಾಷ್ಟ್ರೋತ್ಥಾನ ಪರಿವಾರ ಸಂಗಮ-2026 ಕಾರ್ಯಕ್ರಮವನ್ನು ಆಯೋಜಿಸಲಾಗಿತ್ತು. ರಾಷ್ಟ್ರೀಯ ಸ್ವಯಂಸೇವಕ ಸಂಘದ ಕರ್ನಾಟಕ ದಕ್ಷಿಣ ಪ್ರಾಂತದ ಪ್ರಮುಖರು ಭಾಗವಹಿಸಿದ್ದರು. ಸಂಘ ಶತಮಾನೋತ್ಸವ ವರ್ಷದಲ್ಲಿ 3500ಕ್ಕೂ ಹೆಚ್ಚು ಕಾರ್ಯಕರ್ತರು ಭಾಗವಹಿಸಿದ್ದರು.: [296, 849, 450, 934]
- modi-col1: [474, 1688, 594, 1775]
- zodiac-icon: ♊: [40, 1059, 53, 1072]
- war-text-c: ಯುದ್ಧ ಪೀಡಿತ ದೇಶಗಳಲ್ಲಿರುವ ಭಾರತೀಯರ ರಕ್ಷಣೆಗೆ ವಿದೇಶಾಂಗ ಸಚಿವಾಲಯ ಎಚ್ಚರಿಕೆ ವಹಿಸಿದೆ.: [40, 1763, 239, 1787]
- horoscope-sign-text: ಏರಿಳಿತದ ಹೆಚ್ಚು ಕಾರ್ಯವೊತ್ತಡ. ಅದಕ್ಕನುಗುಣವಾಗಿ ಆಸ್ತಾನದಲ್ಲಿ ಲಾಭ. ಯಶಸ್ಸು.: [163, 1423, 264, 1459]
- canada-headline: ಭಾರತದತ್ತ ಮುಖ ಮಾಡಿದ ಕೆನಡಾ: [1062, 1486, 1250, 1506]
- cm-text-b: ನೋಡಲ್ ಅಧಿಕಾರಿ ನೇಮಕ: ಕನ್ನಡಿಗರ ನೆರವಿಗಾಗಿ ರಾಜ್ಯ ಸರ್ಕಾರ ಕೇಂದ್ರದ ಜೊತೆ ಸಮನ್ವಯ ಸಾಧಿಸಲು ನೋಡಲ್ ಅಧಿಕಾರಿ ನೇಮಿಸಿದೆ. 24 ಗಂಟೆಯೂ ಕಾರ್ಯನಿರ್ವಹಿಸುವ ಸಹಾಯವಾಣಿ ಆರಂಭಿಸಲಾಗಿದೆ. ಕುಟುಂಬಸ್ಥರು ಸಹಾಯವಾಣಿ ಸಂಪರ್ಕಿಸಬಹುದು ಎಂದು ಪ್ರಕಟಣೆ ತಿಳಿಸಿದೆ.: [1118, 575, 1300, 635]
- horoscope-sign-text: ಆತ್ಮೀಯರ ವಿಶ್ವಾಸ್ಯಕ್ಕೆ ಗುರಿ. ಹಣಕಾಸು ವ್ಯವಹಾರ ಸಂಕಷ್ಟ. ಕೆಲವು ವಿಷಯದಲ್ಲಿ ಸಂದಿಗ್ಧತೆ. ಮನೋಲ್ಲಾಸ.: [163, 843, 265, 879]
- horoscope-sign-name: ಕನ್ಯಾ: [56, 1406, 73, 1419]
- horoscope-sign-name: ವೃಷಭ: [56, 942, 80, 955]
- lead-col1-a: ಬೆಂಗಳೂರು: ಈ ಬಾರಿಯ ಬಜೆಟ್ ಅಧಿವೇಶನದಲ್ಲಿ ಸರ್ಕಾರದ ಲೋಪದೋಷಗಳನ್ನು ಚರ್ಚೆ ಮಾಡುತ್ತೇವೆ. ರಾಜ್ಯದ ಆರ್ಥಿಕ ದುಸ್ಥಿತಿಯ ವಿರುದ್ಧ ಹೋರಾಟ ಮಾಡಲಾಗುವುದು ಎಂದು ವಿಧಾನಸಭೆ ಪ್ರತಿಪಕ್ಷ ನಾಯಕ ಆರ್.ಅಶೋಕ ಹೇಳಿದರು.: [40, 211, 272, 246]
- zodiac-icon: ♑: [163, 1175, 176, 1188]
- byregowda-headline: ರಕ್ಷಣೆಗೆ ಕಾರ್ಯಪ್ರವೃತ್ತ: ಕೃಷ್ಣ ಭೈರೇಗೌಡ: [944, 1008, 1165, 1028]
- horoscope-sign: [163, 1174, 276, 1286]
- estamp-sub1: ಲಾಗಿನ್ ಸಮಸ್ಯೆಗೆ ತ್ವರಿತ ಪರಿಹಾರ:: [840, 1726, 947, 1737]
- war-headline: 9 ದೇಶಗಳಿಗೆ ಸಮರ ವಿಸ್ತರಣೆ: [40, 1638, 315, 1672]
- oil-text-b: ತೈಲ ಬೆಲೆ ಏರಿಕೆಯಿಂದ ಸಾಮಾನ್ಯ ಜನರ ಮೇಲೆ ಪರಿಣಾಮ ಬೀರಲಿದೆ. ಸಾರಿಗೆ ವೆಚ್ಚ ಹೆಚ್ಚಳದ ಜೊತೆಗೆ ಅಗತ್ಯ ವಸ್ತುಗಳ ಬೆಲೆ ಏರುವ ಸಾಧ್ಯತೆ ಇದೆ.: [256, 1804, 434, 1842]
- kashmir-story: [548, 1308, 792, 1417]
- estamp-sub2: ನೆಟ್‌ವರ್ಕ್ ಅಡಚಣೆಗೆ ಪರಿಹಾರ:: [1074, 1689, 1168, 1699]
- modi-text-a: ಪುತ್ತೂರು: ಇರಾನ್-ಇಸ್ರೇಲ್ ನಡುವಿನ ಸಂಘರ್ಷದ ಪರಿಸ್ಥಿತಿ ಕಳವಳಕಾರಿಯಾಗಿದೆ. ಮಾತುಕತೆ ಮೂಲಕ ಸಮಸ್ಯೆ ಬಗೆಹರಿಸಿಕೊಳ್ಳಬೇಕು ಎಂದು ಪ್ರಧಾನಿ ನರೇಂದ್ರ ಮೋದಿ ಕರೆ ನೀಡಿದ್ದಾರೆ. ಪಶ್ಚಿಮ ಏಷ್ಯಾದ ನಾಯಕರೊಂದಿಗೆ ದೂರವಾಣಿ ಮೂಲಕ ಮಾತುಕತೆ ನಡೆಸಿದ್ದಾರೆ.: [474, 1689, 594, 1774]
- horoscope-sign-name: ಕಟಕ: [56, 1174, 74, 1187]
- niga-text-a: ಪುತ್ತೂರು: ಇರಾನ್ ಪರ ಪ್ರತಿಭಟನೆಗಳಿಂದ ಶಾಂತಿ ಸುವ್ಯವಸ್ಥೆಗೆ ಧಕ್ಕೆ ಬರದಂತೆ ಎಚ್ಚರಿಕೆ ವಹಿಸಬೇಕು. ಅಂತರರಾಷ್ಟ್ರೀಯ ಬೆಳವಣಿಗೆಗಳ ಬಗ್ಗೆ ತೀವ್ರ ನಿಗಾ ಇರಿಸಬೇಕು ಎಂದು ಕೇಂದ್ರ ಗೃಹ ಸಚಿವಾಲಯ ರಾಜ್ಯಗಳಿಗೆ ಸೂಚನೆ ನೀಡಿದೆ.: [296, 1319, 536, 1354]
- horoscope-sign-name: ಮಿಥುನ: [56, 1058, 84, 1071]
- horoscope-sign-text: ಉತ್ಸಾಹ ಹೆಚ್ಚಿಸುವ ಬೆಳವಣಿಗೆ. ಅಪರಿಚಿತರ ಜೊತೆ ಸಮಸ್ಯೆ ಸೃಷ್ಟಿ ಸಾಧ್ಯ. ಎಚ್ಚರ.: [40, 1307, 144, 1343]
- lead-col4-a: ಬಗ್ಗೆ ಸದನದಲ್ಲಿ ಚರ್ಚೆ ಮಾಡುತ್ತೇವೆ ಎಂದು ತಿಳಿಸಿದರು. ಉಪ ಮುಖ್ಯಮಂತ್ರಿ ಡಿ.ಕೆ.ಶಿವಕುಮಾರ್ ಚುನಾವಣೆಗಳ ಮೇಲೆ ಗಮನ ಇರಿಸಿದ್ದಾರೆ. ಸಿದ್ದರಾಮಯ್ಯ ಸರ್ಕಾರ ಜನರ ಹಿತ ಕಾಯುವಲ್ಲಿ ವಿಫಲವಾಗಿದೆ. ಅನುದಾನ ಕಡಿತ ಮಾಡಲಾಗುತ್ತಿದ್ದು, ಫೋನ್ ಟ್ಯಾಪ್ ಮಾಡುತ್ತಿದ್ದಾರೆ.: [530, 211, 766, 259]
- horoscope-sign-name: ಕುಂಭ: [179, 1290, 200, 1303]
